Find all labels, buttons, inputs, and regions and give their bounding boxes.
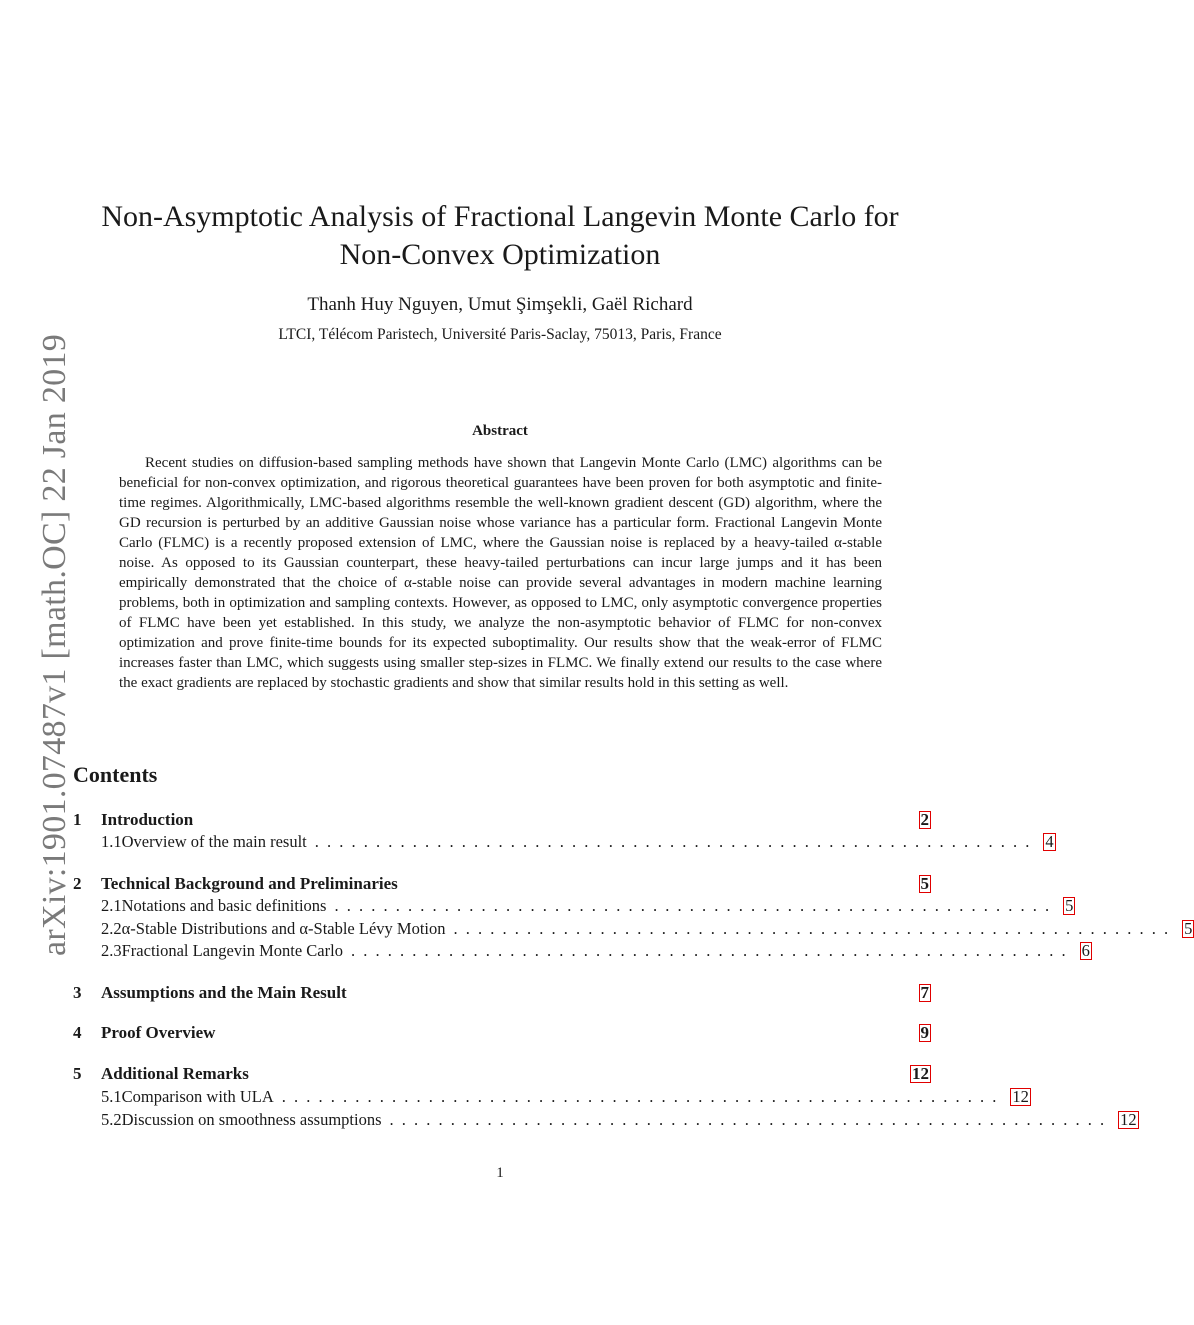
- toc-title: Technical Background and Preliminaries: [101, 874, 398, 893]
- toc-title: Notations and basic definitions: [121, 896, 327, 915]
- toc-entry-flmc[interactable]: [73, 941, 1090, 963]
- title-line-1: Non-Asymptotic Analysis of Fractional Langevin Monte Carlo for: [101, 200, 899, 233]
- toc-number: 4: [73, 1023, 82, 1042]
- toc-number: 1: [73, 810, 82, 829]
- toc-leader-dots: . . . . . . . . . . . . . . . . . . . . . . . . . . . . . . . . . . . . . . . . . . . . . . . . . . . . . . . . . . .: [453, 919, 1171, 938]
- toc-entry-notations[interactable]: [73, 896, 1074, 918]
- toc-entry-assumptions[interactable]: [73, 983, 931, 1005]
- toc-page-link[interactable]: 5: [1065, 896, 1074, 915]
- toc-title: Introduction: [101, 810, 194, 829]
- toc-number: 5.2: [101, 1110, 122, 1129]
- toc-page-link[interactable]: 12: [1012, 1087, 1029, 1106]
- table-of-contents: [73, 0, 1193, 1200]
- toc-page-link[interactable]: 4: [1045, 832, 1054, 851]
- contents-heading: Contents: [73, 762, 158, 787]
- page-number: 1: [496, 1165, 504, 1181]
- toc-page-link[interactable]: 5: [1184, 919, 1193, 938]
- toc-number: 5.1: [101, 1087, 122, 1106]
- toc-number: 2: [73, 874, 82, 893]
- toc-entry-additional-remarks[interactable]: [73, 1064, 931, 1086]
- toc-page-link[interactable]: 6: [1081, 941, 1090, 960]
- toc-title: Comparison with ULA: [121, 1087, 274, 1106]
- toc-page-link[interactable]: 9: [920, 1023, 929, 1042]
- toc-number: 3: [73, 983, 82, 1002]
- toc-title: α-Stable Distributions and α-Stable Lévy Motion: [121, 919, 446, 938]
- toc-number: 2.1: [101, 896, 122, 915]
- toc-page-link[interactable]: 7: [920, 983, 929, 1002]
- author-list: Thanh Huy Nguyen, Umut Şimşekli, Gaël Richard: [307, 294, 693, 315]
- toc-leader-dots: . . . . . . . . . . . . . . . . . . . . . . . . . . . . . . . . . . . . . . . . . . . . . . . . . . . . . . . . . . .: [350, 941, 1068, 960]
- toc-title: Additional Remarks: [101, 1064, 249, 1083]
- toc-page-link[interactable]: 12: [912, 1064, 929, 1083]
- title-line-2: Non-Convex Optimization: [339, 238, 661, 271]
- toc-title: Assumptions and the Main Result: [101, 983, 347, 1002]
- arxiv-identifier: arXiv:1901.07487v1 [math.OC] 22 Jan 2019: [36, 333, 73, 957]
- toc-entry-overview-main-result[interactable]: [73, 832, 1054, 854]
- toc-entry-introduction[interactable]: [73, 810, 931, 832]
- toc-leader-dots: . . . . . . . . . . . . . . . . . . . . . . . . . . . . . . . . . . . . . . . . . . . . . . . . . . . . . . . . . . .: [334, 896, 1052, 915]
- toc-entry-comparison-ula[interactable]: [73, 1087, 1029, 1109]
- toc-page-link[interactable]: 2: [920, 810, 929, 829]
- toc-number: 5: [73, 1064, 82, 1083]
- toc-title: Fractional Langevin Monte Carlo: [121, 941, 343, 960]
- toc-entry-smoothness[interactable]: [73, 1110, 1137, 1132]
- toc-number: 2.3: [101, 941, 122, 960]
- affiliation: LTCI, Télécom Paristech, Université Paris-Saclay, 75013, Paris, France: [278, 326, 722, 343]
- toc-title: Proof Overview: [101, 1023, 216, 1042]
- toc-number: 1.1: [101, 832, 122, 851]
- toc-leader-dots: . . . . . . . . . . . . . . . . . . . . . . . . . . . . . . . . . . . . . . . . . . . . . . . . . . . . . . . . . . .: [281, 1087, 999, 1106]
- toc-entry-proof-overview[interactable]: [73, 1023, 931, 1045]
- toc-leader-dots: . . . . . . . . . . . . . . . . . . . . . . . . . . . . . . . . . . . . . . . . . . . . . . . . . . . . . . . . . . .: [389, 1110, 1107, 1129]
- toc-leader-dots: . . . . . . . . . . . . . . . . . . . . . . . . . . . . . . . . . . . . . . . . . . . . . . . . . . . . . . . . . . .: [314, 832, 1032, 851]
- toc-page-link[interactable]: 5: [920, 874, 929, 893]
- toc-number: 2.2: [101, 919, 122, 938]
- toc-title: Discussion on smoothness assumptions: [121, 1110, 382, 1129]
- toc-page-link[interactable]: 12: [1120, 1110, 1137, 1129]
- toc-entry-alpha-stable[interactable]: [73, 919, 1193, 941]
- toc-entry-technical-background[interactable]: [73, 874, 931, 896]
- abstract-text: Recent studies on diffusion-based sampling methods have shown that Langevin Monte Carlo (LMC) algorithms can be beneficial for non-convex optimization, and rigorous theoretical guarantees have been proven for both asymptotic and finite-time regimes. Algorithmically, LMC-based algorithms resemble the well-known gradient descent (GD) algorithm, where the GD recursion is perturbed by an additive Gaussian noise whose variance has a particular form. Fractional Langevin Monte Carlo (FLMC) is a recently proposed extension of LMC, where the Gaussian noise is replaced by a heavy-tailed α-stable noise. As opposed to its Gaussian counterpart, these heavy-tailed perturbations can incur large jumps and it has been empirically demonstrated that the choice of α-stable noise can provide several advantages in modern machine learning problems, both in optimization and sampling contexts. However, as opposed to LMC, only asymptotic convergence properties of FLMC have been yet established. In this study, we analyze the non-asymptotic behavior of FLMC for non-convex optimization and prove finite-time bounds for its expected suboptimality. Our results show that the weak-error of FLMC increases faster than LMC, which suggests using smaller step-sizes in FLMC. We finally extend our results to the case where the exact gradients are replaced by stochastic gradients and show that similar results hold in this setting as well.: [119, 455, 882, 691]
- abstract-heading: Abstract: [472, 423, 528, 439]
- toc-title: Overview of the main result: [121, 832, 307, 851]
